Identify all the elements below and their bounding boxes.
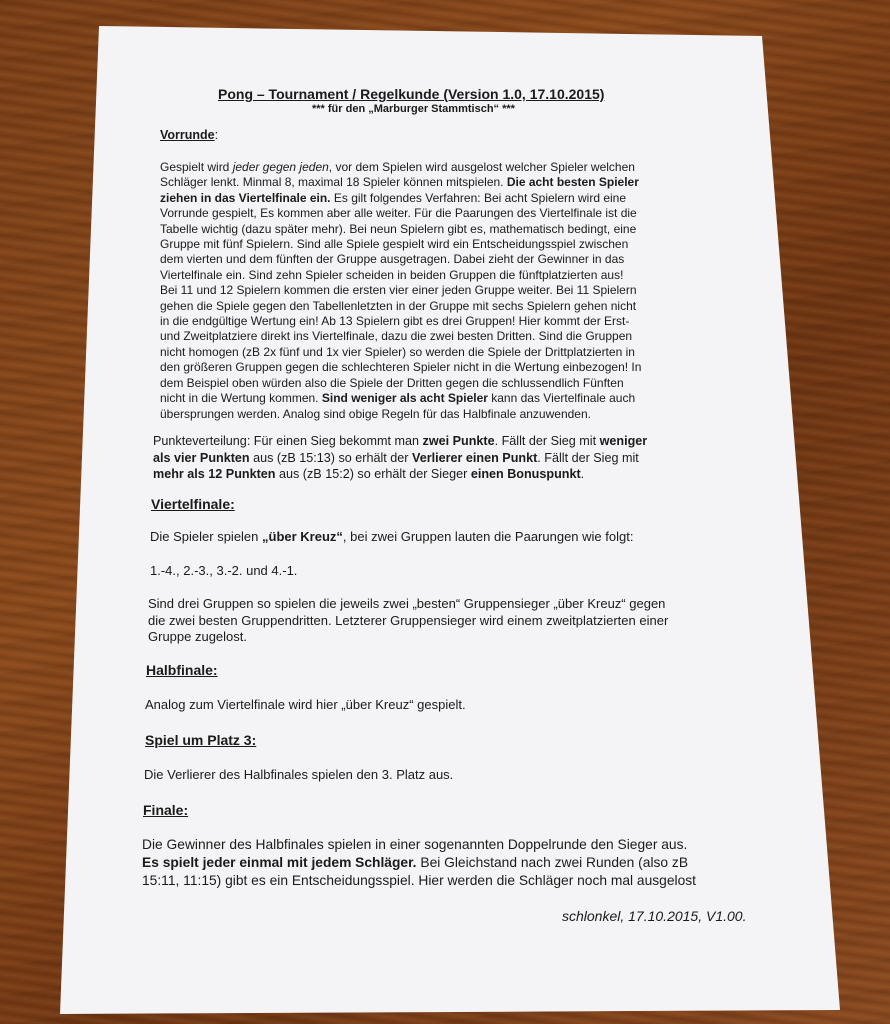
text-bold: einen Bonuspunkt (470, 467, 581, 482)
text-line: Bei 11 und 12 Spielern kommen die ersten vier einer jeden Gruppe weiter. Bei 11 Spielern (160, 283, 637, 298)
text-bold: „über Kreuz“ (262, 529, 343, 544)
viertelfinale-pairings: 1.-4., 2.-3., 3.-2. und 4.-1. (150, 563, 298, 578)
paragraph-finale (142, 836, 696, 890)
text-span: Schläger lenkt. Minmal 8, maximal 18 Spieler können mitspielen. (160, 175, 507, 190)
text-line: übersprungen werden. Analog sind obige Regeln für das Halbfinale anzuwenden. (160, 406, 591, 421)
text-span: , bei zwei Gruppen lauten die Paarungen wie folgt: (342, 529, 634, 544)
text-line: nicht homogen (zB 2x fünf und 1x vier Spieler) so werden die Spiele der Drittplatzierten in (160, 344, 635, 359)
text-bold: Die acht besten Spieler (506, 175, 639, 190)
text-emphasis: jeder gegen jeden (232, 160, 329, 174)
text-span: Punkteverteilung: Für einen Sieg bekommt man (153, 434, 423, 448)
heading-viertelfinale: Viertelfinale: (151, 496, 235, 512)
text-line: 15:11, 11:15) gibt es ein Entscheidungsspiel. Hier werden die Schläger noch mal ausgelost (142, 873, 696, 888)
text-line: dem vierten und dem fünften der Gruppe ausgetragen. Dabei zieht der Gewinner in das (160, 252, 625, 267)
halbfinale-text: Analog zum Viertelfinale wird hier „über Kreuz“ gespielt. (145, 697, 466, 712)
document-subtitle: *** für den „Marburger Stammtisch“ *** (312, 103, 515, 115)
text-span: . Fällt der Sieg mit (537, 450, 639, 465)
paragraph-viertelfinale (148, 596, 668, 646)
paragraph-punkteverteilung (153, 433, 647, 483)
platz3-text: Die Verlierer des Halbfinales spielen den 3. Platz aus. (144, 767, 454, 782)
text-line: Gruppe mit fünf Spielern. Sind alle Spiele gespielt wird ein Entscheidungsspiel zwischen (160, 237, 629, 252)
text-line: Vorrunde gespielt, Es kommen aber alle weiter. Für die Paarungen des Viertelfinale ist die (160, 206, 637, 221)
text-line: Die Gewinner des Halbfinales spielen in einer sogenannten Doppelrunde den Sieger aus. (142, 837, 688, 852)
text-bold: ziehen in das Viertelfinale ein. (160, 190, 331, 205)
text-span: aus (zB 15:2) so erhält der Sieger (275, 467, 471, 482)
text-bold: Es spielt jeder einmal mit jedem Schläger. (142, 855, 417, 870)
text-line (160, 160, 641, 175)
text-span: kann das Viertelfinale auch (487, 391, 636, 406)
text-span: nicht in die Wertung kommen. (160, 391, 322, 406)
text-line (160, 175, 641, 190)
text-bold: Sind weniger als acht Spieler (321, 391, 488, 406)
text-line (160, 391, 641, 406)
signature: schlonkel, 17.10.2015, V1.00. (562, 908, 747, 924)
text-line (160, 191, 641, 206)
text-span: aus (zB 15:13) so erhält der (249, 450, 412, 465)
heading-finale: Finale: (143, 802, 189, 818)
text-span: , vor dem Spielen wird ausgelost welcher Spieler welchen (328, 160, 635, 174)
text-bold: Verlierer einen Punkt (412, 450, 538, 465)
text-line: in die endgültige Wertung ein! Ab 13 Spielern gibt es drei Gruppen! Hier kommt der Erst- (160, 314, 630, 329)
text-span: . (580, 467, 585, 482)
text-line: Tabelle wichtig (dazu später mehr). Bei neun Spielern gibt es, mathematisch bedingt, eine (160, 221, 637, 236)
text-bold: weniger (599, 434, 648, 448)
text-line: gehen die Spiele gegen den Tabellenletzten in der Gruppe mit sechs Spielern gehen nicht (160, 298, 637, 313)
text-line (153, 433, 647, 450)
text-line (142, 854, 696, 872)
heading-halbfinale: Halbfinale: (146, 662, 218, 678)
text-bold: mehr als 12 Punkten (153, 467, 276, 482)
text-line: Gruppe zugelost. (148, 629, 248, 644)
paragraph-vorrunde (160, 160, 641, 422)
text-line: dem Beispiel oben würden also die Spiele der Dritten gegen die schlussendlich Fünften (160, 375, 624, 390)
viertelfinale-intro (150, 529, 633, 544)
text-bold: zwei Punkte (422, 434, 495, 448)
text-line: den größeren Gruppen gegen die schlechteren Spieler nicht in die Wertung einbezogen! In (160, 360, 642, 375)
document-title: Pong – Tournament / Regelkunde (Version 1.0, 17.10.2015) (218, 86, 605, 102)
heading-vorrunde-text: Vorrunde (160, 128, 215, 142)
text-line (153, 450, 647, 467)
heading-vorrunde (160, 128, 218, 142)
text-line: Viertelfinale ein. Sind zehn Spieler scheiden in beiden Gruppen die fünftplatzierten aus! (160, 267, 624, 282)
text-line: die zwei besten Gruppendritten. Letzterer Gruppensieger wird einem zweitplatzierten einer (148, 612, 669, 628)
text-span: Gespielt wird (160, 160, 233, 174)
text-line: und Zweitplatziere direkt ins Viertelfinale, dazu die zwei besten Dritten. Sind die Gruppen (160, 329, 633, 344)
heading-vorrunde-colon: : (214, 128, 219, 142)
text-span: Bei Gleichstand nach zwei Runden (also zB (416, 855, 689, 870)
text-line (153, 466, 647, 483)
text-line: Sind drei Gruppen so spielen die jeweils zwei „besten“ Gruppensieger „über Kreuz“ gegen (148, 596, 666, 611)
heading-spiel-um-platz-3: Spiel um Platz 3: (145, 732, 257, 748)
text-span: Es gilt folgendes Verfahren: Bei acht Spielern wird eine (330, 190, 627, 205)
text-span: Die Spieler spielen (150, 529, 263, 544)
text-span: . Fällt der Sieg mit (494, 434, 600, 448)
text-bold: als vier Punkten (153, 450, 250, 465)
